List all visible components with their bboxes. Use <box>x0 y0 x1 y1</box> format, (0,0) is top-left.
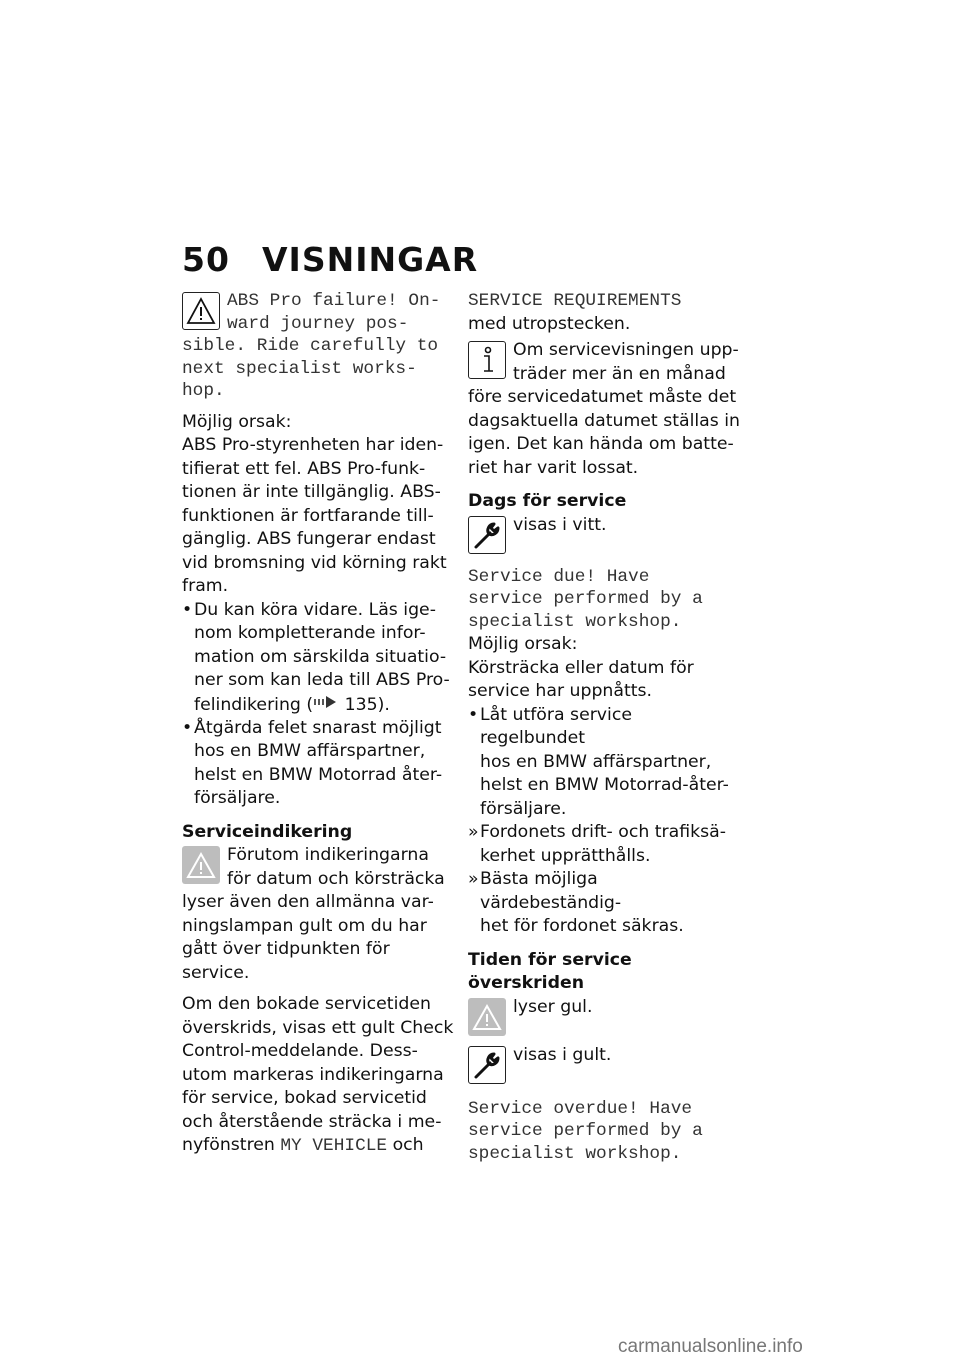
text-line: och återstående sträcka i me- <box>182 1111 442 1132</box>
info-block <box>468 339 740 480</box>
page-title: VISNINGAR <box>262 240 479 279</box>
text-fragment: felindikering ( <box>194 694 314 715</box>
page-number: 50 <box>182 240 230 279</box>
text-line: före servicedatumet måste det <box>468 387 737 407</box>
bullet-icon: • <box>182 599 193 620</box>
action-list <box>182 599 454 811</box>
service-overdue-heading: Tiden för service överskriden <box>468 949 632 993</box>
service-action-list <box>468 704 740 939</box>
text-line: Låt utföra service regelbundet <box>480 704 632 748</box>
text-line: Körsträcka eller datum för <box>468 657 694 678</box>
page-header <box>182 240 478 279</box>
bullet-icon: • <box>468 704 479 725</box>
text-line: het för fordonet säkras. <box>480 916 684 936</box>
result-arrow-icon: » <box>468 822 479 842</box>
text-line: försäljare. <box>194 788 281 809</box>
cause-text <box>182 434 454 599</box>
abs-msg-line: ward journey pos- <box>227 313 409 334</box>
service-due-icon-block <box>468 514 740 558</box>
service-indicator-block <box>182 844 454 985</box>
overdue-light-block <box>468 996 740 1044</box>
text-line: hos en BMW affärspartner, <box>194 741 426 762</box>
possible-cause-label: Möjlig orsak: <box>182 411 292 432</box>
page-reference[interactable]: 135). <box>344 694 390 715</box>
msg-line: specialist workshop. <box>468 611 682 632</box>
text-line: Du kan köra vidare. Läs ige- <box>194 599 436 620</box>
text-line: lyser även den allmänna var- <box>182 892 434 913</box>
bullet-icon: • <box>182 717 193 738</box>
text-line: kerhet upprätthålls. <box>480 845 651 866</box>
text-line: Om den bokade servicetiden <box>182 994 431 1015</box>
overdue-paragraph <box>182 993 454 1158</box>
text-line: med utropstecken. <box>468 313 631 334</box>
text-line <box>194 693 454 717</box>
text-line: helst en BMW Motorrad åter- <box>194 764 443 785</box>
text-line: överskrids, visas ett gult Check <box>182 1017 454 1038</box>
abs-failure-block <box>182 290 454 403</box>
text-line: ningslampan gult om du har <box>182 915 427 936</box>
text-line: för datum och körsträcka <box>227 868 445 889</box>
text-line: träder mer än en månad <box>513 363 726 384</box>
msg-line: specialist workshop. <box>468 1143 682 1164</box>
list-item <box>468 821 740 868</box>
text-line: försäljare. <box>480 798 567 819</box>
text-line: hos en BMW affärspartner, <box>480 751 712 772</box>
info-icon <box>468 341 506 379</box>
abs-msg-line: hop. <box>182 381 225 401</box>
text-line: fram. <box>182 576 229 596</box>
text-line: visas i gult. <box>513 1044 612 1065</box>
list-item <box>468 704 740 822</box>
abs-msg-line: ABS Pro failure! On- <box>227 291 441 311</box>
menu-name-my-vehicle: MY VEHICLE <box>280 1136 388 1157</box>
left-column <box>182 290 454 1158</box>
wrench-icon <box>468 516 506 554</box>
msg-line: Service due! Have <box>468 566 650 587</box>
general-warning-light-icon <box>182 846 220 884</box>
text-line: visas i vitt. <box>513 514 607 535</box>
result-arrow-icon: » <box>468 869 479 889</box>
msg-line: Service overdue! Have <box>468 1098 693 1119</box>
service-requirements-menu: SERVICE REQUIREMENTS <box>468 291 682 311</box>
text-line: för service, bokad servicetid <box>182 1088 427 1109</box>
text-line: service har uppnåtts. <box>468 681 653 701</box>
msg-line: service performed by a <box>468 1121 703 1141</box>
msg-line: service performed by a <box>468 589 703 609</box>
text-line: helst en BMW Motorrad-åter- <box>480 775 729 795</box>
text-line: Fordonets drift- och trafiksä- <box>480 822 726 842</box>
text-line: gått över tidpunkten för service. <box>182 939 390 983</box>
text-line <box>182 1134 454 1158</box>
text-line: dagsaktuella datumet ställas in <box>468 410 741 431</box>
list-item <box>182 599 454 717</box>
text-line: nom kompletterande infor- <box>194 623 426 643</box>
text-line: gänglig. ABS fungerar endast <box>182 529 436 549</box>
text-line: lyser gul. <box>513 996 593 1017</box>
list-item <box>468 868 740 939</box>
text-line: igen. Det kan hända om batte- <box>468 434 734 454</box>
abs-msg-line: sible. Ride carefully to <box>182 336 439 356</box>
text-line: Om servicevisningen upp- <box>513 340 739 360</box>
service-indicator-heading: Serviceindikering <box>182 821 353 842</box>
text-line: funktionen är fortfarande till- <box>182 505 434 526</box>
text-line: mation om särskilda situatio- <box>194 646 447 667</box>
possible-cause-label: Möjlig orsak: <box>468 634 578 654</box>
text-line: Åtgärda felet snarast möjligt <box>194 717 442 738</box>
text-line: tionen är inte tillgänglig. ABS- <box>182 482 441 502</box>
list-item <box>182 717 454 811</box>
text-line: tifierat ett fel. ABS Pro-funk- <box>182 458 426 479</box>
abs-failure-message <box>182 290 454 403</box>
service-due-message <box>468 566 740 634</box>
text-line: Förutom indikeringarna <box>227 845 429 866</box>
text-line: utom markeras indikeringarna <box>182 1064 444 1085</box>
text-fragment: och <box>387 1135 424 1156</box>
watermark: carmanualsonline.info <box>618 1336 803 1357</box>
text-line: ner som kan leda till ABS Pro- <box>194 670 450 690</box>
text-line: vid bromsning vid körning rakt <box>182 552 447 573</box>
general-warning-light-icon <box>468 998 506 1036</box>
reference-arrow-icon <box>313 693 339 717</box>
abs-msg-line: next specialist works- <box>182 358 417 379</box>
warning-triangle-icon <box>182 292 220 330</box>
text-line: Control-meddelande. Dess- <box>182 1041 418 1062</box>
service-overdue-message <box>468 1098 740 1166</box>
text-line: riet har varit lossat. <box>468 457 639 478</box>
text-fragment: nyfönstren <box>182 1135 281 1156</box>
service-due-heading: Dags för service <box>468 491 627 511</box>
overdue-wrench-block <box>468 1044 740 1090</box>
wrench-icon <box>468 1046 506 1084</box>
text-line: Bästa möjliga värdebeständig- <box>480 869 622 913</box>
right-column <box>468 290 740 1165</box>
text-line: ABS Pro-styrenheten har iden- <box>182 435 444 455</box>
